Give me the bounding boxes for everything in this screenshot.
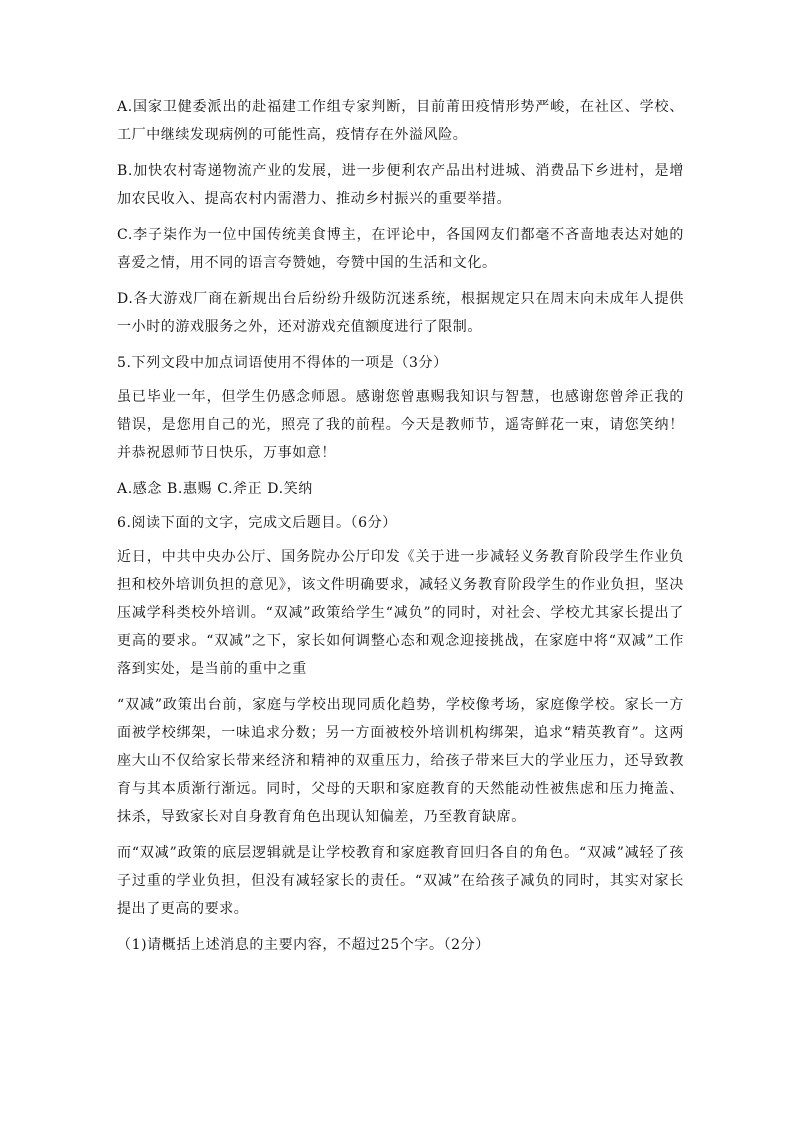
option-c-paragraph: C.李子柒作为一位中国传统美食博主，在评论中，各国网友们都毫不吝啬地表达对她的喜爱之情，用不同的语言夸赞她，夸赞中国的生活和文化。 xyxy=(117,227,684,271)
question-6: 6.阅读下面的文字，完成文后题目。（6分） xyxy=(117,515,397,531)
question-5-passage: 虽已毕业一年，但学生仍感念师恩。感谢您曾惠赐我知识与智慧，也感谢您曾斧正我的错误，是您用自己的光，照亮了我的前程。今天是教师节，遥寄鲜花一束，请您笑纳！并恭祝恩师节日快乐，万事如意！ xyxy=(117,389,684,461)
question-6-paragraph-3: 而“双减”政策的底层逻辑就是让学校教育和家庭教育回归各自的角色。“双减”减轻了孩子过重的学业负担，但没有减轻家长的责任。“双减”在给孩子减负的同时，其实对家长提出了更高的要求。 xyxy=(117,845,684,917)
option-d-paragraph: D.各大游戏厂商在新规出台后纷纷升级防沉迷系统，根据规定只在周末向未成年人提供一小时的游戏服务之外，还对游戏充值额度进行了限制。 xyxy=(117,291,684,335)
option-a-paragraph: A.国家卫健委派出的赴福建工作组专家判断，目前莆田疫情形势严峻，在社区、学校、工厂中继续发现病例的可能性高，疫情存在外溢风险。 xyxy=(117,99,684,143)
question-6-paragraph-2: “双减”政策出台前，家庭与学校出现同质化趋势，学校像考场，家庭像学校。家长一方面被学校绑架，一味追求分数；另一方面被校外培训机构绑架，追求“精英教育”。这两座大山不仅给家长带来经济和精神的双重压力，给孩子带来巨大的学业压力，还导致教育与其本质渐行渐远。同时，父母的天职和家庭教育的天然能动性被焦虑和压力掩盖、抹杀，导致家长对自身教育角色出现认知偏差，乃至教育缺席。 xyxy=(117,697,684,825)
question-6-paragraph-1: 近日，中共中央办公厅、国务院办公厅印发《关于进一步减轻义务教育阶段学生作业负担和校外培训负担的意见》，该文件明确要求，减轻义务教育阶段学生的作业负担，坚决压减学科类校外培训。“双减”政策给学生“减负”的同时，对社会、学校尤其家长提出了更高的要求。“双减”之下，家长如何调整心态和观念迎接挑战，在家庭中将“双减”工作落到实处，是当前的重中之重 xyxy=(117,549,684,677)
option-b-paragraph: B.加快农村寄递物流产业的发展，进一步便利农产品出村进城、消费品下乡进村，是增加农民收入、提高农村内需潜力、推动乡村振兴的重要举措。 xyxy=(117,163,684,207)
question-6-subquestion-1: （1)请概括上述消息的主要内容，不超过25个字。（2分） xyxy=(117,937,490,953)
question-5-options: A.感念 B.惠赐 C.斧正 D.笑纳 xyxy=(117,481,313,497)
question-5: 5.下列文段中加点词语使用不得体的一项是（3分） xyxy=(117,355,448,371)
